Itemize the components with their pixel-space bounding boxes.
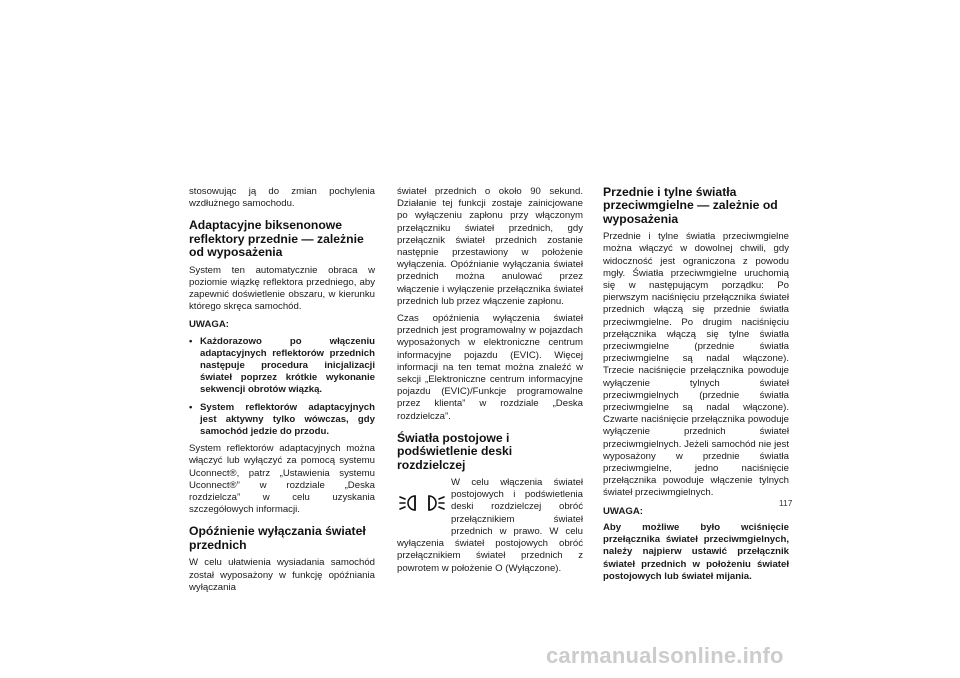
note-list — [189, 336, 375, 439]
paragraph-fog-lights: Przednie i tylne światła przeciwmgielne można włączyć w dowolnej chwili, gdy widoczność jest ograniczona z powodu mgły. Światła przeciwmgielne uruchomią się w następującym porządku: Po pierwszym naciśnięciu przełącznika świateł przednich włączą się przednie światła przeciwmgielne. Po drugim naciśnięciu przełącznika włączą się tylne światła przeciwmgielne (przednie światła przeciwmgielne są nadal włączone). Trzecie naciśnięcie przełącznika powoduje wyłączenie tylnych świateł przeciwmgielnych (przednie światła przeciwmgielne są nadal włączone). Czwarte naciśnięcie przełącznika powoduje wyłączenie przednich świateł przeciwmgielnych. Jeżeli samochód nie jest wyposażony w przednie światła przeciwmgielne, jedno naciśnięcie przełącznika powoduje włączenie tylnych świateł przeciwmgielnych. — [603, 231, 789, 499]
column-left — [189, 186, 375, 599]
paragraph-delay: W celu ułatwienia wysiadania samochód został wyposażony w funkcję opóźniania wyłączania — [189, 557, 375, 593]
watermark: carmanualsonline.info — [546, 643, 784, 668]
paragraph-parking-lights: W celu włączenia świateł postojowych i podświetlenia deski rozdzielczej obróć przełącznikiem świateł przednich w prawo. W celu wyłączenia świateł postojowych obróć przełącznikiem świateł przednich z powrotem w położenie O (Wyłączone). — [397, 477, 583, 574]
parking-lights-icon — [397, 479, 447, 527]
note-label: UWAGA: — [603, 505, 643, 517]
column-right — [603, 186, 789, 588]
paragraph-system-uconnect: System reflektorów adaptacyjnych można włączyć lub wyłączyć za pomocą systemu Uconnect®, patrz „Ustawienia systemu Uconnect®” w rozdziale „Deska rozdzielcza” w celu uzyskania szczegółowych informacji. — [189, 443, 375, 516]
note-fog-switch: Aby możliwe było wciśnięcie przełącznika świateł przeciwmgielnych, należy najpierw ustawić przełącznik świateł przednich w położeniu świateł postojowych lub świateł mijania. — [603, 521, 789, 582]
heading-fog-lights: Przednie i tylne światła przeciwmgielne — zależnie od wyposażenia — [603, 185, 778, 226]
paragraph-intro: stosowując ją do zmian pochylenia wzdłużnego samochodu. — [189, 186, 375, 210]
paragraph-adaptive: System ten automatycznie obraca w poziomie wiązkę reflektora przedniego, aby zapewnić doświetlenie obszaru, w kierunku którego skręca samochód. — [189, 264, 375, 313]
heading-headlight-delay: Opóźnienie wyłączania świateł przednich — [189, 524, 366, 552]
column-middle — [397, 186, 583, 580]
paragraph-delay-continued: świateł przednich o około 90 sekund. Działanie tej funkcji zostaje zainicjowane po wyłączeniu zapłonu przy włączonym przełączniku świateł przednich, gdy przełącznik świateł przednich zostanie następnie przestawiony w położenie wyłączenia. Opóźnianie wyłączania świateł przednich można anulować przez włączenie i wyłączenie przełącznika świateł przednich lub przez włączenie zapłonu. — [397, 186, 583, 307]
heading-parking-lights: Światła postojowe i podświetlenie deski rozdzielczej — [397, 430, 513, 472]
list-item: • Każdorazowo po włączeniu adaptacyjnych reflektorów przednich następuje procedura inicjalizacji świateł poprzez krótkie wykonanie sekwencji obrotów wiązką. — [189, 336, 375, 397]
note-label: UWAGA: — [189, 319, 229, 331]
paragraph-evic: Czas opóźnienia wyłączenia świateł przednich jest programowalny w pojazdach wyposażonych w elektroniczne centrum informacyjne pojazdu (EVIC). Więcej informacji na ten temat można znaleźć w sekcji „Elektroniczne centrum informacyjne pojazdu (EVIC)/Funkcje programowalne przez klienta” w rozdziale „Deska rozdzielcza”. — [397, 313, 583, 422]
list-item: • System reflektorów adaptacyjnych jest aktywny tylko wówczas, gdy samochód jedzie do przodu. — [189, 402, 375, 439]
page-number: 117 — [779, 498, 793, 508]
heading-adaptive-headlights: Adaptacyjne biksenonowe reflektory przednie — zależnie od wyposażenia — [189, 218, 364, 260]
